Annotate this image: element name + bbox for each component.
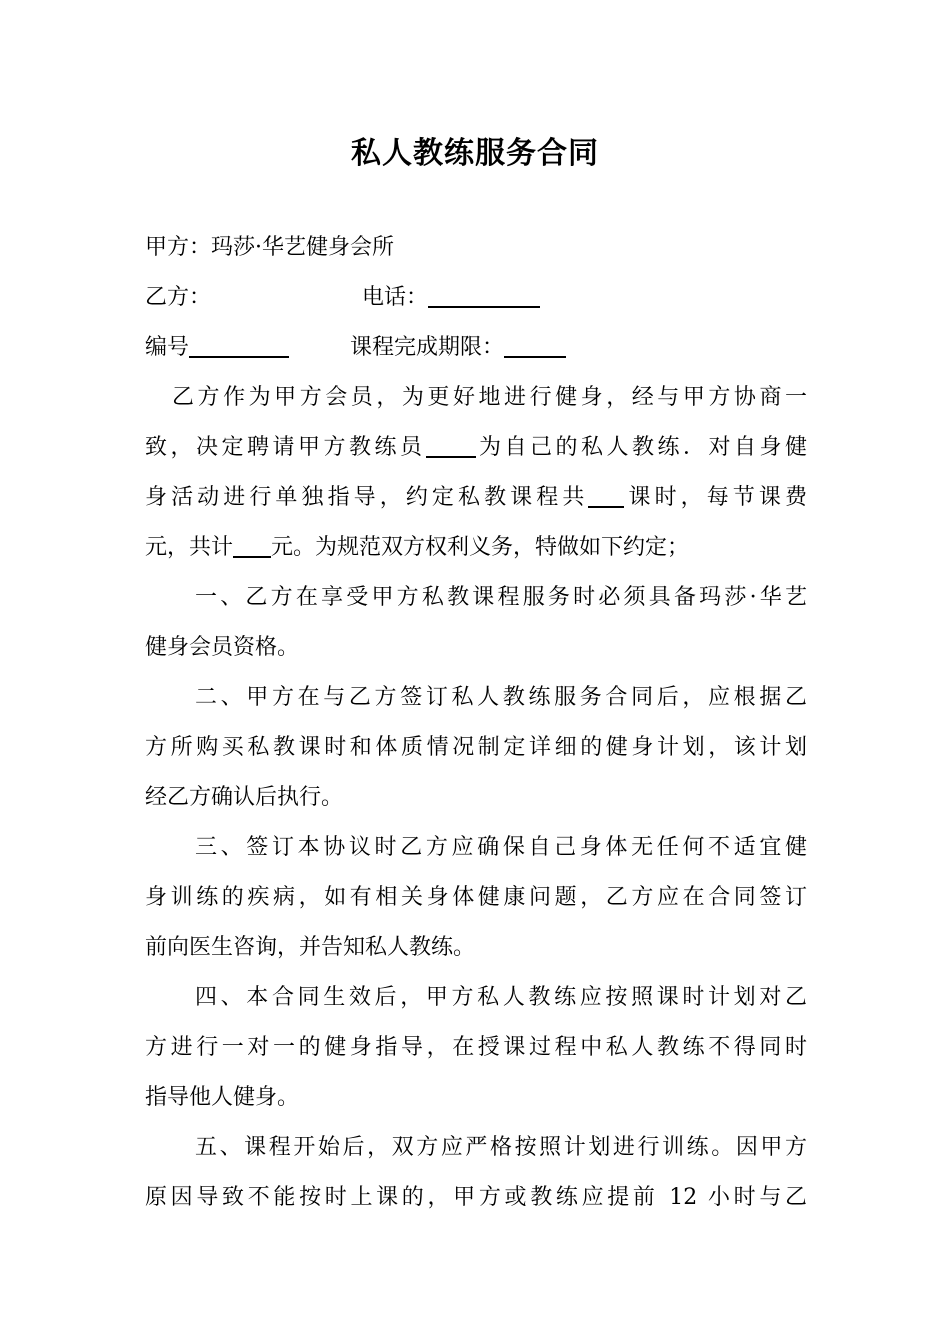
deadline-blank: [504, 334, 566, 358]
total-fee-blank: [233, 534, 271, 558]
clause-2-line-2: 方所购买私教课时和体质情况制定详细的健身计划，该计划: [145, 735, 807, 760]
clause-3-line-3: 前向医生咨询，并告知私人教练。: [145, 935, 476, 960]
clause-1-line-2: 健身会员资格。: [145, 635, 300, 660]
phone-blank: [428, 284, 540, 308]
phone-field: [362, 283, 540, 313]
clause-2-line-1: 二、甲方在与乙方签订私人教练服务合同后，应根据乙: [195, 685, 807, 710]
party-a-name: 玛莎·华艺健身会所: [211, 235, 395, 260]
clause-3-line-1: 三、签订本协议时乙方应确保自己身体无任何不适宜健: [195, 835, 807, 860]
party-b-line: [145, 283, 807, 313]
coach-name-blank: [426, 434, 476, 458]
intro-line-1: 乙方作为甲方会员，为更好地进行健身，经与甲方协商一: [172, 385, 807, 410]
intro-text: 课时，每节课费: [624, 485, 807, 510]
intro-line-2: [145, 433, 807, 463]
intro-text: 元。为规范双方权利义务，特做如下约定；: [271, 535, 690, 560]
party-a-label: 甲方：: [145, 235, 212, 260]
deadline-field: [350, 333, 566, 363]
intro-text: 元，共计: [145, 535, 234, 560]
party-b-label: 乙方：: [145, 285, 212, 310]
clause-1-line-1: 一、乙方在享受甲方私教课程服务时必须具备玛莎·华艺: [195, 585, 807, 610]
number-blank: [189, 334, 289, 358]
clause-4-line-1: 四、本合同生效后，甲方私人教练应按照课时计划对乙: [195, 985, 807, 1010]
deadline-label: 课程完成期限：: [350, 335, 505, 360]
intro-text: 为自己的私人教练．对自身健: [475, 435, 807, 460]
intro-text: 身活动进行单独指导，约定私教课程共: [145, 485, 589, 510]
clause-4-line-3: 指导他人健身。: [145, 1085, 300, 1110]
clause-5-line-1: 五、课程开始后，双方应严格按照计划进行训练。因甲方: [195, 1135, 807, 1160]
clause-5-line-2: 原因导致不能按时上课的，甲方或教练应提前 12 小时与乙: [145, 1185, 807, 1210]
intro-line-3: [145, 483, 807, 513]
lesson-count-blank: [588, 484, 624, 508]
number-line: [145, 333, 807, 363]
clause-2-line-3: 经乙方确认后执行。: [145, 785, 344, 810]
intro-text: 致，决定聘请甲方教练员: [145, 435, 426, 460]
clause-3-line-2: 身训练的疾病，如有相关身体健康问题，乙方应在合同签订: [145, 885, 807, 910]
document-title: 私人教练服务合同: [351, 136, 599, 171]
party-a-line: [145, 233, 807, 263]
number-label: 编号: [145, 335, 190, 360]
clause-4-line-2: 方进行一对一的健身指导，在授课过程中私人教练不得同时: [145, 1035, 807, 1060]
intro-line-4: [145, 533, 807, 563]
phone-label: 电话：: [362, 285, 429, 310]
